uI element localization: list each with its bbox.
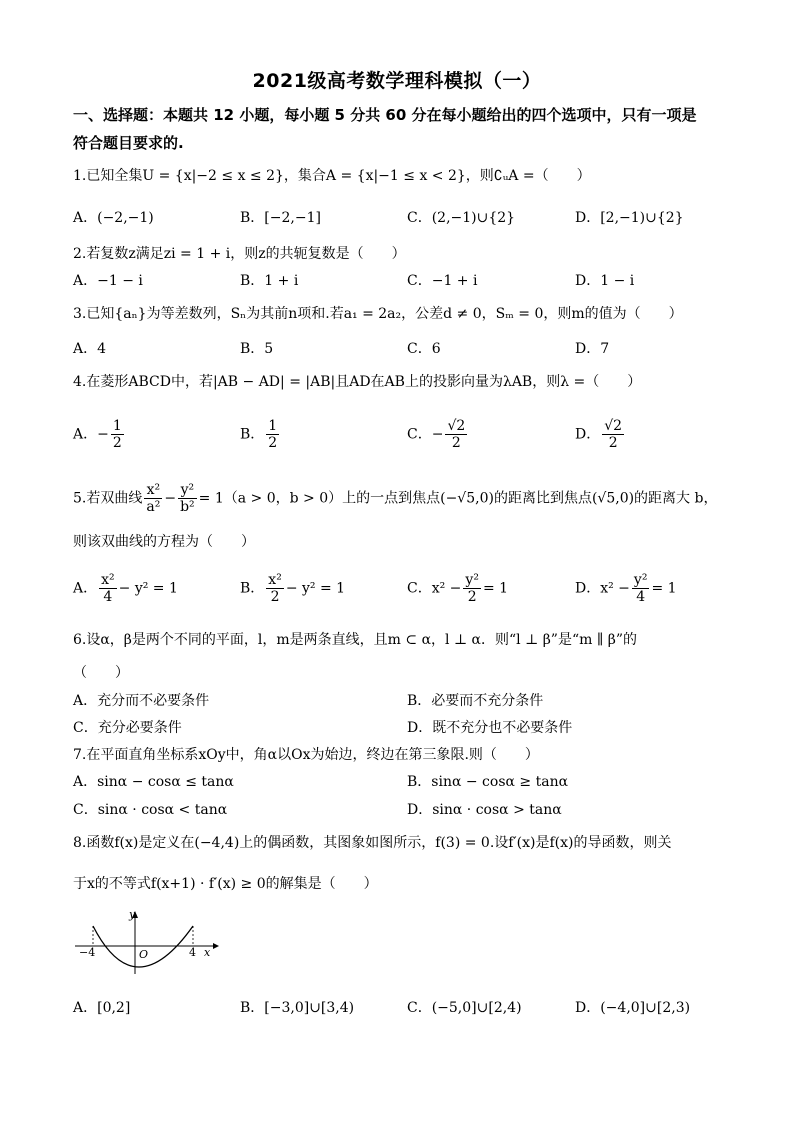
q5-stem-prefix: 5.若双曲线 <box>73 490 143 507</box>
graph-label-x: x <box>204 946 211 959</box>
q5-b-numerator: x² <box>268 572 282 588</box>
q3-option-d: D．7 <box>575 341 610 357</box>
q5-c-suffix: = 1 <box>482 580 509 597</box>
q7-option-a: A．sinα − cosα ≤ tanα <box>73 774 234 790</box>
q5-c-fraction <box>463 572 481 605</box>
q5-b-suffix: − y² = 1 <box>285 580 346 597</box>
q4-d-denominator: 2 <box>608 435 618 451</box>
q8-function-graph <box>73 908 223 978</box>
section-instructions-line2: 符合题目要求的. <box>73 134 184 152</box>
q4-option-a <box>73 418 126 451</box>
q5-c-numerator: y² <box>465 572 479 588</box>
q3-stem: 3.已知{aₙ}为等差数列，Sₙ为其前n项和.若a₁ = 2a₂，公差d ≠ 0，Sₘ = 0，则m的值为（ ） <box>73 306 683 322</box>
graph-label-neg4: −4 <box>79 946 96 959</box>
q8-option-b: B．[−3,0]∪[3,4) <box>240 1000 355 1016</box>
q6-option-d: D．既不充分也不必要条件 <box>407 720 573 736</box>
q5-b2: b² <box>180 499 195 515</box>
q6-stem-line2: （ ） <box>73 665 129 681</box>
graph-label-origin: O <box>139 948 149 961</box>
q5-c-prefix: C．x² − <box>407 580 462 597</box>
q4-option-b <box>240 418 281 451</box>
q1-option-c: C．(2,−1)∪{2} <box>407 210 516 226</box>
q5-a-suffix: − y² = 1 <box>118 580 178 597</box>
q5-x-fraction <box>144 482 162 515</box>
q4-c-prefix: C．− <box>407 426 444 443</box>
q4-option-c <box>407 418 469 451</box>
q5-d-numerator: y² <box>633 572 648 588</box>
q5-d-suffix: = 1 <box>651 580 677 597</box>
q8-stem: 8.函数f(x)是定义在(−4,4)上的偶函数，其图象如图所示，f(3) = 0.设f′(x)是f(x)的导函数，则关 <box>73 835 672 851</box>
q2-stem: 2.若复数z满足zi = 1 + i，则z的共轭复数是（ ） <box>73 246 406 262</box>
q6-stem: 6.设α，β是两个不同的平面，l，m是两条直线，且m ⊂ α，l ⊥ α．则“l ⊥ β”是“m ∥ β”的 <box>73 632 638 648</box>
q8-stem-line2: 于x的不等式f(x+1) · f′(x) ≥ 0的解集是（ ） <box>73 876 378 892</box>
q5-stem-line2: 则该双曲线的方程为（ ） <box>73 534 255 550</box>
q7-option-b: B．sinα − cosα ≥ tanα <box>407 774 569 790</box>
q5-a-prefix: A． <box>73 580 98 597</box>
q5-a-numerator: x² <box>101 572 115 588</box>
q5-b-prefix: B． <box>240 580 265 597</box>
q4-option-d <box>575 418 626 451</box>
q5-a-denominator: 4 <box>103 589 113 605</box>
q4-b-numerator: 1 <box>268 418 278 434</box>
section-instructions-line1: 一、选择题：本题共 12 小题，每小题 5 分共 60 分在每小题给出的四个选项中，只有一项是 <box>73 106 697 124</box>
q2-option-d: D．1 − i <box>575 273 635 289</box>
q5-b-fraction <box>266 572 284 605</box>
q4-b-denominator: 2 <box>268 435 278 451</box>
q4-a-fraction <box>111 418 124 451</box>
q7-stem: 7.在平面直角坐标系xOy中，角α以Ox为始边，终边在第三象限.则（ ） <box>73 747 539 763</box>
q6-option-c: C．充分必要条件 <box>73 720 182 736</box>
graph-x-arrow <box>213 943 219 949</box>
q5-option-a <box>73 572 178 605</box>
q5-option-c <box>407 572 508 605</box>
q5-d-denominator: 4 <box>636 589 646 605</box>
q5-option-d <box>575 572 677 605</box>
q5-a2: a² <box>146 499 161 515</box>
q2-option-a: A．−1 − i <box>73 273 143 289</box>
q4-c-denominator: 2 <box>451 435 461 451</box>
q8-option-c: C．(−5,0]∪[2,4) <box>407 1000 522 1016</box>
q5-d-prefix: D．x² − <box>575 580 630 597</box>
q4-b-fraction <box>266 418 279 451</box>
q4-d-fraction <box>602 418 624 451</box>
q4-a-numerator: 1 <box>112 418 122 434</box>
q4-a-prefix: A．− <box>73 426 109 443</box>
q4-d-prefix: D． <box>575 426 601 443</box>
q4-d-numerator: √2 <box>604 418 623 434</box>
q1-stem: 1.已知全集U = {x|−2 ≤ x ≤ 2}，集合A = {x|−1 ≤ x < 2}，则∁ᵤA =（ ） <box>73 168 591 184</box>
q2-option-c: C．−1 + i <box>407 273 478 289</box>
graph-label-pos4: 4 <box>189 946 196 959</box>
q5-stem: 5.若双曲线 $\frac{\text{x²}}{\text{a²}}$ − $\frac{\text{y²}}{\text{b²}}$ = 1（a > 0，b > 0）上的一点到焦点(−√5,0)的距离比到焦点(√5,0)的距离大 b， <box>73 482 718 515</box>
q7-option-d: D．sinα · cosα > tanα <box>407 802 562 818</box>
q2-option-b: B．1 + i <box>240 273 299 289</box>
q4-a-denominator: 2 <box>112 435 122 451</box>
q5-y-fraction <box>178 482 197 515</box>
q7-option-c: C．sinα · cosα < tanα <box>73 802 228 818</box>
q5-c-denominator: 2 <box>467 589 477 605</box>
q6-option-a: A．充分而不必要条件 <box>73 693 210 709</box>
q3-option-a: A．4 <box>73 341 107 357</box>
q4-c-fraction <box>445 418 467 451</box>
q5-option-b <box>240 572 345 605</box>
q6-option-b: B．必要而不充分条件 <box>407 693 544 709</box>
q3-option-c: C．6 <box>407 341 441 357</box>
q4-b-prefix: B． <box>240 426 265 443</box>
q4-c-numerator: √2 <box>447 418 466 434</box>
page-title: 2021级高考数学理科模拟（一） <box>252 70 542 92</box>
q5-y2: y² <box>178 482 197 499</box>
graph-label-y: y <box>129 908 136 921</box>
q1-option-d: D．[2,−1)∪{2} <box>575 210 684 226</box>
q5-d-fraction <box>632 572 650 605</box>
q8-option-d: D．(−4,0]∪[2,3) <box>575 1000 691 1016</box>
q4-stem: 4.在菱形ABCD中，若|AB − AD| = |AB|且AD在AB上的投影向量为λAB，则λ =（ ） <box>73 374 642 390</box>
q5-b-denominator: 2 <box>270 589 280 605</box>
q5-a-fraction <box>99 572 117 605</box>
q1-option-a: A．(−2,−1) <box>73 210 154 226</box>
q1-option-b: B．[−2,−1] <box>240 210 321 226</box>
q5-x2: x² <box>144 482 162 499</box>
q5-stem-rest: = 1（a > 0，b > 0）上的一点到焦点(−√5,0)的距离比到焦点(√5,0)的距离大 b， <box>198 490 718 507</box>
q8-option-a: A．[0,2] <box>73 1000 131 1016</box>
q3-option-b: B．5 <box>240 341 274 357</box>
